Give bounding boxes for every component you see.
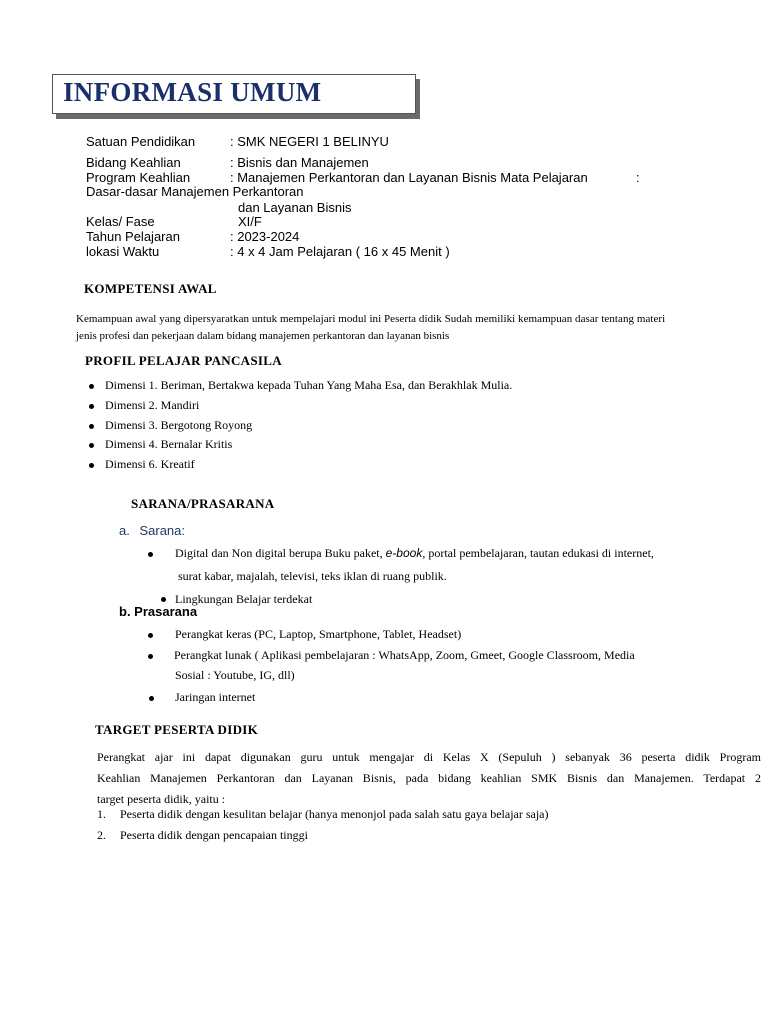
list-item: Dimensi 1. Beriman, Bertakwa kepada Tuhan Yang Maha Esa, dan Berakhlak Mulia. — [105, 378, 513, 392]
bullet-icon — [89, 443, 94, 448]
kompetensi-line2: jenis profesi dan pekerjaan dalam bidang manajemen perkantoran dan layanan bisnis — [76, 330, 450, 342]
list-item: Dimensi 3. Bergotong Royong — [105, 418, 253, 432]
prasarana-item-2-line1: Perangkat lunak ( Aplikasi pembelajaran : WhatsApp, Zoom, Gmeet, Google Classroom, Media — [174, 648, 635, 662]
prasarana-item-3: Jaringan internet — [175, 690, 256, 704]
target-line2: Keahlian Manajemen Perkantoran dan Layanan Bisnis, pada bidang keahlian SMK Bisnis dan Manajemen. Terdapat 2 — [97, 771, 761, 785]
bullet-icon — [161, 597, 166, 602]
bullet-icon — [148, 654, 153, 659]
bidang-value: : Bisnis dan Manajemen — [230, 155, 369, 170]
kelas-label: Kelas/ Fase — [86, 214, 155, 229]
sarana-item-1-pre: Digital dan Non digital berupa Buku paket, — [175, 546, 386, 560]
tahun-value: : 2023-2024 — [230, 229, 300, 244]
list-item: Peserta didik dengan pencapaian tinggi — [120, 828, 308, 842]
mapel-line1: Dasar-dasar Manajemen Perkantoran — [86, 184, 304, 199]
kompetensi-heading: KOMPETENSI AWAL — [84, 281, 217, 296]
kompetensi-line1: Kemampuan awal yang dipersyaratkan untuk mempelajari modul ini Peserta didik Sudah memiliki kemampuan dasar tentang materi — [76, 313, 666, 325]
sarana-item-1-line2: surat kabar, majalah, televisi, teks iklan di ruang publik. — [178, 569, 447, 583]
bullet-icon — [89, 384, 94, 389]
sarana-item-1-em: e-book — [385, 546, 423, 560]
target-paragraph — [97, 747, 761, 810]
title-box — [52, 74, 416, 114]
sarana-item-1-post: , portal pembelajaran, tautan edukasi di internet, — [422, 546, 654, 560]
list-item: Dimensi 2. Mandiri — [105, 398, 200, 412]
program-value: : Manajemen Perkantoran dan Layanan Bisnis Mata Pelajaran — [230, 170, 588, 185]
satuan-value: : SMK NEGERI 1 BELINYU — [230, 134, 389, 149]
kelas-value: XI/F — [238, 214, 262, 229]
bullet-icon — [89, 463, 94, 468]
bullet-icon — [89, 424, 94, 429]
sarana-heading: SARANA/PRASARANA — [131, 496, 275, 511]
profil-heading: PROFIL PELAJAR PANCASILA — [85, 353, 282, 368]
list-item: Peserta didik dengan kesulitan belajar (hanya menonjol pada salah satu gaya belajar saja) — [120, 807, 549, 821]
list-item: Dimensi 4. Bernalar Kritis — [105, 437, 233, 451]
sarana-letter: a. — [119, 523, 130, 538]
bullet-icon — [89, 404, 94, 409]
sarana-item-1 — [175, 546, 654, 561]
target-line1: Perangkat ajar ini dapat digunakan guru untuk mengajar di Kelas X (Sepuluh ) sebanyak 36 peserta didik Program — [97, 750, 761, 764]
program-label: Program Keahlian — [86, 170, 191, 185]
list-item: Dimensi 6. Kreatif — [105, 457, 195, 471]
tahun-label: Tahun Pelajaran — [86, 229, 180, 244]
list-number: 2. — [97, 828, 106, 842]
list-number: 1. — [97, 807, 106, 821]
page-title: INFORMASI UMUM — [63, 77, 322, 107]
prasarana-item-1: Perangkat keras (PC, Laptop, Smartphone, Tablet, Headset) — [175, 627, 462, 641]
bullet-icon — [148, 552, 153, 557]
bidang-label: Bidang Keahlian — [86, 155, 181, 170]
sarana-item-2: Lingkungan Belajar terdekat — [175, 592, 313, 606]
bullet-icon — [148, 633, 153, 638]
program-colon: : — [636, 170, 640, 185]
mapel-line2: dan Layanan Bisnis — [238, 200, 352, 215]
sarana-colon: : — [181, 523, 186, 538]
waktu-value: : 4 x 4 Jam Pelajaran ( 16 x 45 Menit ) — [230, 244, 450, 259]
target-heading: TARGET PESERTA DIDIK — [95, 722, 259, 737]
sarana-title: Sarana — [139, 523, 182, 538]
sarana-subheading — [119, 523, 185, 538]
prasarana-item-2-line2: Sosial : Youtube, IG, dll) — [175, 668, 295, 682]
prasarana-title: b. Prasarana — [119, 604, 198, 619]
satuan-label: Satuan Pendidikan — [86, 134, 196, 149]
bullet-icon — [149, 696, 154, 701]
target-line3: target peserta didik, yaitu : — [97, 792, 226, 806]
waktu-label: lokasi Waktu — [86, 244, 160, 259]
